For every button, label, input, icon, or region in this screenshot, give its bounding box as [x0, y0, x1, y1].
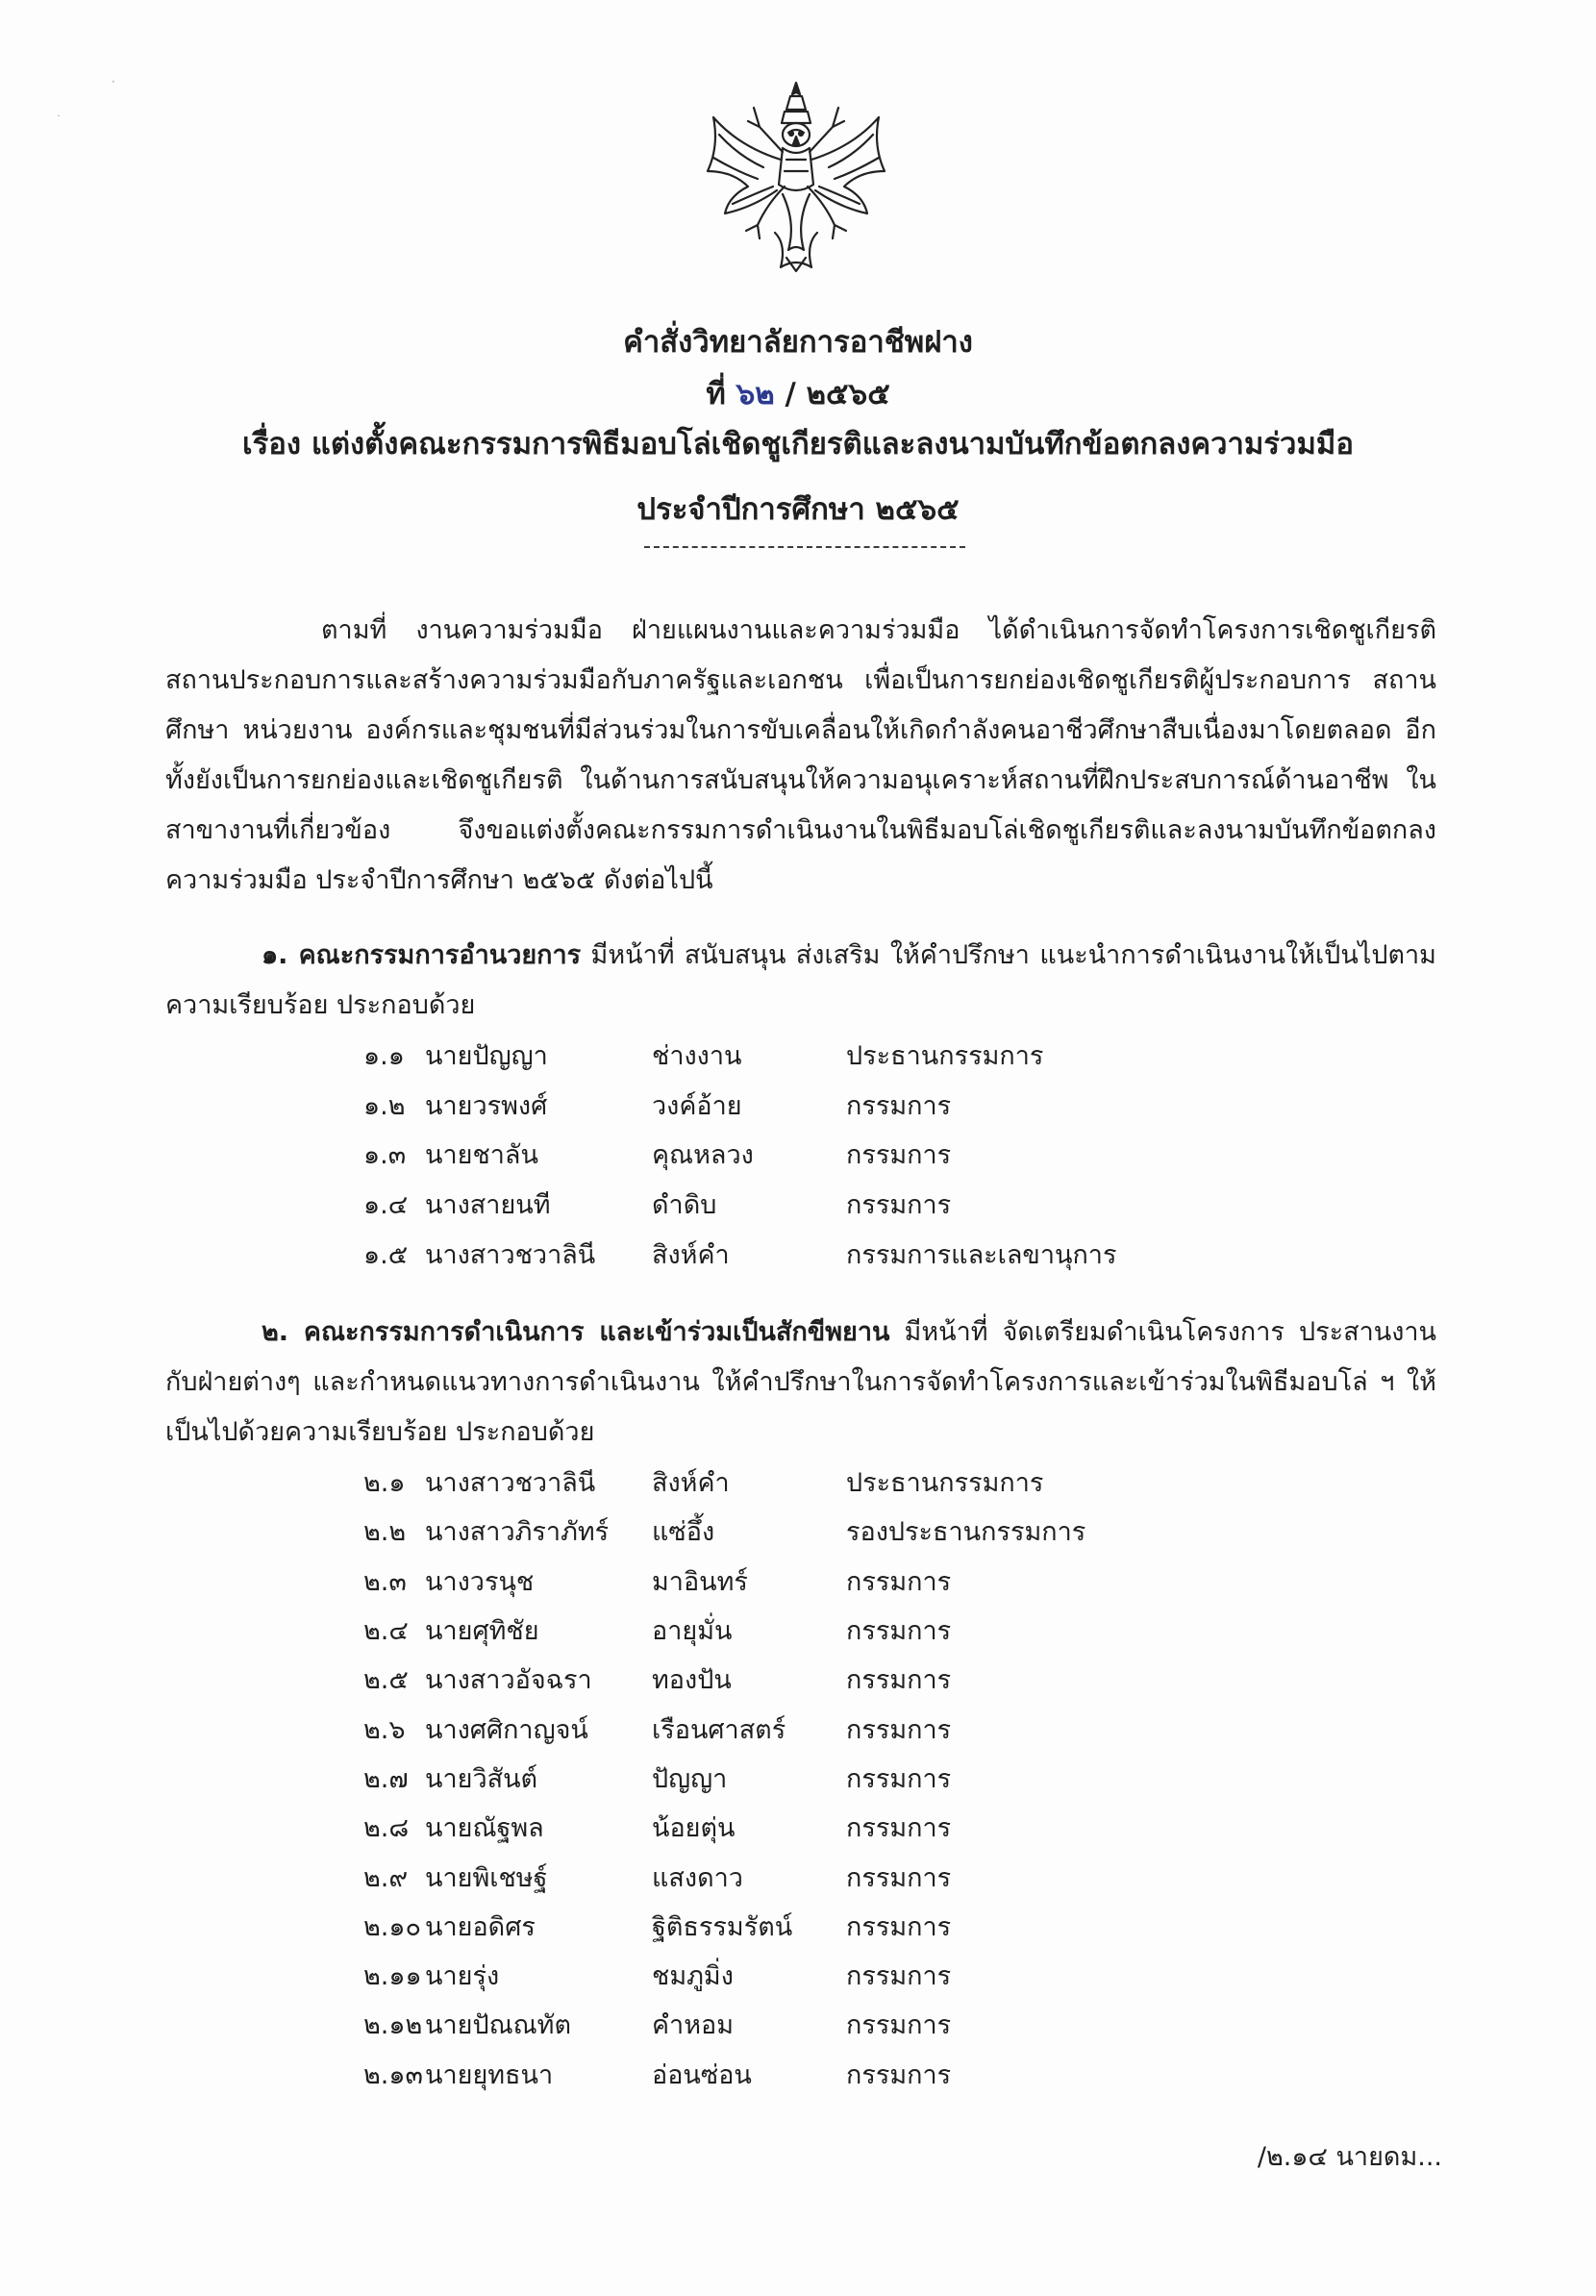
member-last-name: แสงดาว [652, 1862, 743, 1893]
member-last-name: ปัญญา [652, 1763, 728, 1794]
member-last-name: อ่อนซ่อน [652, 2059, 752, 2090]
member-role: กรรมการ [846, 1190, 952, 1221]
member-role: กรรมการ [846, 1961, 952, 1992]
member-first-name: นางสาวชวาลินี [425, 1239, 596, 1270]
member-first-name: นางสาวอัจฉรา [425, 1665, 592, 1696]
member-number: ๒.๑๓ [363, 2059, 423, 2090]
garuda-emblem-icon [700, 79, 892, 276]
member-first-name: นายพิเชษฐ์ [425, 1862, 548, 1893]
member-role: กรรมการ [846, 2059, 952, 2090]
member-first-name: นางสายนที [425, 1190, 551, 1221]
member-role: ประธานกรรมการ [846, 1041, 1044, 1072]
list-item [363, 2050, 1325, 2099]
member-first-name: นายณัฐพล [425, 1813, 544, 1844]
member-first-name: นางศศิกาญจน์ [425, 1714, 588, 1745]
order-title: คำสั่งวิทยาลัยการอาชีพฝาง [623, 325, 973, 360]
section2-heading [165, 1308, 1436, 1458]
order-number-prefix: ที่ [706, 377, 726, 412]
member-role: กรรมการ [846, 1616, 952, 1647]
member-role: กรรมการ [846, 1911, 952, 1942]
list-item [363, 1507, 1325, 1556]
list-item [363, 1557, 1325, 1606]
member-role: กรรมการ [846, 1862, 952, 1893]
section1-lead: ๑. คณะกรรมการอำนวยการ [262, 940, 582, 970]
member-role: กรรมการ [846, 1665, 952, 1696]
list-item [363, 1081, 1325, 1131]
member-first-name: นางสาวภิราภัทร์ [425, 1517, 610, 1548]
member-number: ๒.๗ [363, 1763, 409, 1794]
member-last-name: วงค์อ้าย [652, 1090, 742, 1121]
member-role: กรรมการ [846, 1140, 952, 1171]
intro-paragraph: ตามที่ งานความร่วมมือ ฝ่ายแผนงานและความร่วมมือ ได้ดำเนินการจัดทำโครงการเชิดชูเกียรติสถานประกอบการและสร้างความร่วมมือกับภาครัฐและเอกชน เพื่อเป็นการยกย่องเชิดชูเกียรติผู้ประกอบการ สถานศึกษา หน่วยงาน องค์กรและชุมชนที่มีส่วนร่วมในการขับเคลื่อนให้เกิดกำลังคนอาชีวศึกษาสืบเนื่องมาโดยตลอด อีกทั้งยังเป็นการยกย่องและเชิดชูเกียรติ ในด้านการสนับสนุนให้ความอนุเคราะห์สถานที่ฝึกประสบการณ์ด้านอาชีพ ในสาขางานที่เกี่ยวข้อง จึงขอแต่งตั้งคณะกรรมการดำเนินงานในพิธีมอบโล่เชิดชูเกียรติและลงนามบันทึกข้อตกลงความร่วมมือ ประจำปีการศึกษา ๒๕๖๕ ดังต่อไปนี้ [165, 615, 1436, 895]
section1-member-list [363, 1031, 1325, 1279]
member-first-name: นายศุทิชัย [425, 1616, 539, 1647]
member-first-name: นายรุ่ง [425, 1961, 500, 1992]
member-number: ๒.๒ [363, 1517, 407, 1548]
member-first-name: นายยุทธนา [425, 2059, 554, 2090]
member-first-name: นายชาลัน [425, 1140, 538, 1171]
list-item [363, 1180, 1325, 1230]
member-number: ๒.๑๑ [363, 1961, 422, 1992]
member-last-name: คุณหลวง [652, 1140, 754, 1171]
list-item [363, 1655, 1325, 1704]
list-item [363, 1031, 1325, 1081]
list-item [363, 2000, 1325, 2049]
member-first-name: นางสาวชวาลินี [425, 1468, 596, 1499]
order-number-year: / ๒๕๖๕ [785, 377, 890, 412]
member-last-name: ช่างงาน [652, 1041, 742, 1072]
list-item [363, 1852, 1325, 1901]
member-last-name: คำหอม [652, 2010, 735, 2041]
member-last-name: สิงห์คำ [652, 1468, 730, 1499]
member-last-name: สิงห์คำ [652, 1239, 730, 1270]
member-number: ๒.๖ [363, 1714, 406, 1745]
member-role: กรรมการ [846, 1090, 952, 1121]
section2-member-list [363, 1458, 1325, 2099]
member-role: กรรมการและเลขานุการ [846, 1239, 1117, 1270]
member-first-name: นายวรพงศ์ [425, 1090, 548, 1121]
member-last-name: ชมภูมิ่ง [652, 1961, 734, 1992]
member-last-name: น้อยตุ่น [652, 1813, 736, 1844]
list-item [363, 1458, 1325, 1507]
list-item [363, 1902, 1325, 1951]
member-role: ประธานกรรมการ [846, 1468, 1044, 1499]
member-number: ๒.๑๐ [363, 1911, 421, 1942]
member-role: กรรมการ [846, 1566, 952, 1597]
member-first-name: นายวิสันต์ [425, 1763, 538, 1794]
scan-speck: · [112, 75, 115, 88]
member-first-name: นางวรนุช [425, 1566, 535, 1597]
section2-lead: ๒. คณะกรรมการดำเนินการ และเข้าร่วมเป็นสักขีพยาน [262, 1317, 890, 1347]
member-number: ๑.๕ [363, 1239, 409, 1270]
member-number: ๒.๘ [363, 1813, 410, 1844]
member-last-name: อายุมั่น [652, 1616, 733, 1647]
member-number: ๑.๑ [363, 1041, 405, 1072]
scan-speck: ˙ [56, 113, 62, 127]
member-number: ๒.๑๒ [363, 2010, 423, 2041]
member-last-name: ดำดิบ [652, 1190, 717, 1221]
order-subject-year: ประจำปีการศึกษา ๒๕๖๕ [636, 492, 960, 527]
member-number: ๒.๔ [363, 1616, 409, 1647]
list-item [363, 1704, 1325, 1753]
order-number-value: ๖๒ [736, 377, 775, 412]
member-number: ๑.๔ [363, 1190, 409, 1221]
member-number: ๒.๓ [363, 1566, 407, 1597]
member-last-name: เรือนศาสตร์ [652, 1714, 786, 1745]
member-number: ๒.๑ [363, 1468, 406, 1499]
order-subject: เรื่อง แต่งตั้งคณะกรรมการพิธีมอบโล่เชิดชูเกียรติและลงนามบันทึกข้อตกลงความร่วมมือ [242, 427, 1354, 462]
member-first-name: นายปัณณทัต [425, 2010, 572, 2041]
list-item [363, 1803, 1325, 1852]
list-item [363, 1951, 1325, 2000]
list-item [363, 1130, 1325, 1180]
list-item [363, 1229, 1325, 1279]
page-continuation: /๒.๑๔ นายดม... [1257, 2142, 1442, 2172]
member-first-name: นายอดิศร [425, 1911, 536, 1942]
list-item [363, 1754, 1325, 1803]
member-last-name: ทองปัน [652, 1665, 732, 1696]
member-number: ๑.๒ [363, 1090, 406, 1121]
member-last-name: ฐิติธรรมรัตน์ [652, 1911, 793, 1942]
member-last-name: แซ่อึ้ง [652, 1517, 715, 1548]
header-divider [644, 546, 965, 548]
member-number: ๒.๕ [363, 1665, 409, 1696]
member-number: ๑.๓ [363, 1140, 407, 1171]
member-last-name: มาอินทร์ [652, 1566, 748, 1597]
member-first-name: นายปัญญา [425, 1041, 548, 1072]
member-role: กรรมการ [846, 1714, 952, 1745]
member-role: รองประธานกรรมการ [846, 1517, 1086, 1548]
member-role: กรรมการ [846, 1813, 952, 1844]
member-role: กรรมการ [846, 2010, 952, 2041]
section1-heading [165, 931, 1436, 1031]
list-item [363, 1606, 1325, 1655]
order-number [0, 373, 1596, 415]
member-role: กรรมการ [846, 1763, 952, 1794]
member-number: ๒.๙ [363, 1862, 409, 1893]
section1-duty: มีหน้าที่ สนับสนุน ส่งเสริม ให้คำปรึกษา แนะนำการดำเนินงานให้เป็นไปตามความเรียบร้อย ประกอบด้วย [165, 940, 1436, 1020]
section2-duty: มีหน้าที่ จัดเตรียมดำเนินโครงการ ประสานงานกับฝ่ายต่างๆ และกำหนดแนวทางการดำเนินงาน ให้คำปรึกษาในการจัดทำโครงการและเข้าร่วมในพิธีมอบโล่ ฯ ให้เป็นไปด้วยความเรียบร้อย ประกอบด้วย [165, 1317, 1437, 1447]
